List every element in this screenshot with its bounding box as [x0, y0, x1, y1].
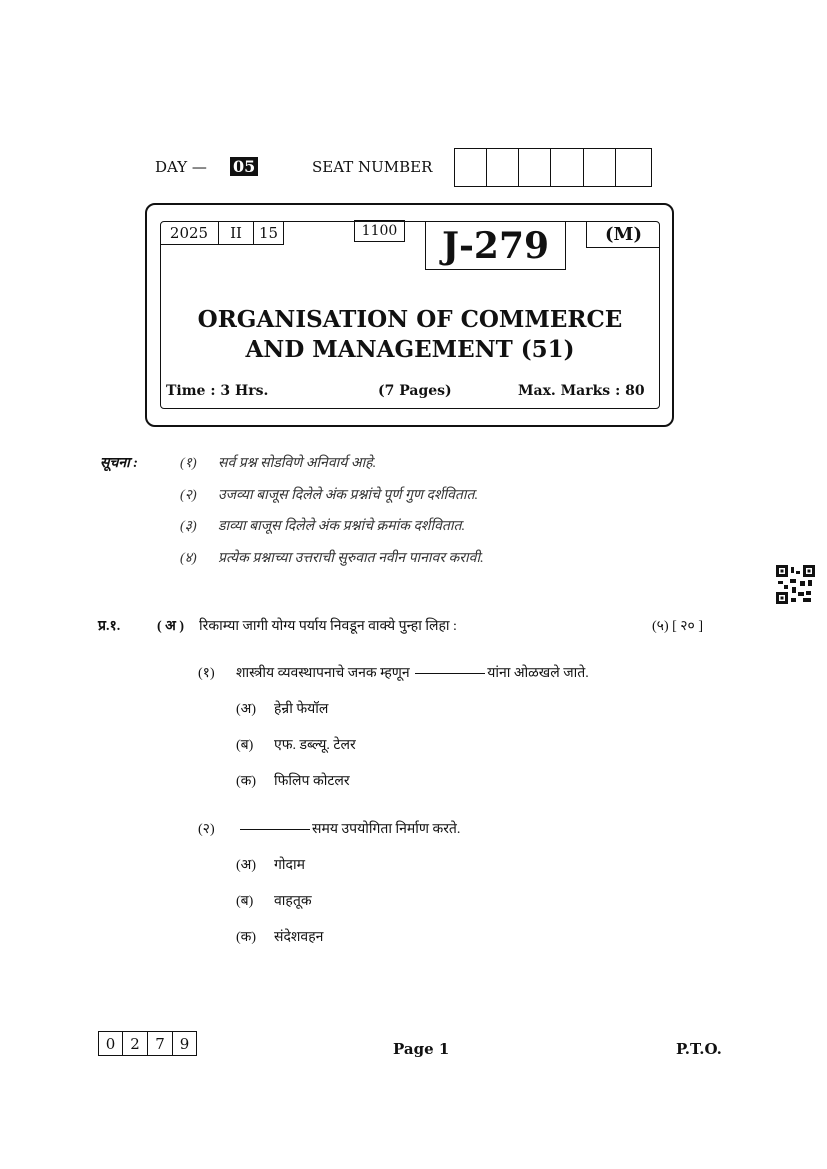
option: (अ) हेन्री फेयॉल: [236, 702, 329, 717]
time-code: 1100: [354, 220, 405, 242]
option: (क) फिलिप कोटलर: [236, 774, 350, 789]
page-number: Page 1: [393, 1040, 450, 1058]
option: (क) संदेशवहन: [236, 930, 324, 945]
question-text: रिकाम्या जागी योग्य पर्याय निवडून वाक्ये पुन्हा लिहा :: [199, 619, 457, 634]
instruction-item: (४) प्रत्येक प्रश्नाच्या उत्तराची सुरुवात नवीन पानावर करावी.: [180, 551, 484, 566]
sub-question-2: (२) समय उपयोगिता निर्माण करते.: [198, 822, 461, 837]
instructions-label: सूचना :: [100, 456, 138, 471]
sub-question-1: (१) शास्त्रीय व्यवस्थापनाचे जनक म्हणून यांना ओळखले जाते.: [198, 666, 589, 681]
medium-code: (M): [586, 221, 660, 248]
option: (ब) एफ. डब्ल्यू. टेलर: [236, 738, 356, 753]
paper-code-digits: 0 2 7 9: [98, 1031, 197, 1056]
instruction-item: (२) उजव्या बाजूस दिलेले अंक प्रश्नांचे पूर्ण गुण दर्शवितात.: [180, 488, 478, 503]
paper-code: J-279: [425, 221, 566, 270]
question-number: प्र.१.: [98, 619, 121, 634]
day-value: 05: [230, 157, 258, 176]
seat-number-label: SEAT NUMBER: [312, 158, 433, 176]
instruction-item: (१) सर्व प्रश्न सोडविणे अनिवार्य आहे.: [180, 456, 377, 471]
day-label: DAY —: [155, 158, 207, 176]
seat-number-boxes[interactable]: [454, 148, 652, 187]
please-turn-over: P.T.O.: [676, 1040, 722, 1058]
option: (अ) गोदाम: [236, 858, 305, 873]
question-marks: (५) [ २० ]: [652, 619, 703, 634]
qr-code-icon: [776, 565, 815, 604]
question-part: ( अ ): [157, 619, 185, 634]
code-cells: 2025 II 15: [160, 221, 284, 245]
page-count: (7 Pages): [378, 383, 452, 399]
max-marks: Max. Marks : 80: [518, 383, 645, 399]
option: (ब) वाहतूक: [236, 894, 312, 909]
time-allowed: Time : 3 Hrs.: [166, 383, 269, 399]
instruction-item: (३) डाव्या बाजूस दिलेले अंक प्रश्नांचे क्रमांक दर्शवितात.: [180, 519, 465, 534]
paper-title: ORGANISATION OF COMMERCE AND MANAGEMENT (51): [197, 306, 623, 363]
